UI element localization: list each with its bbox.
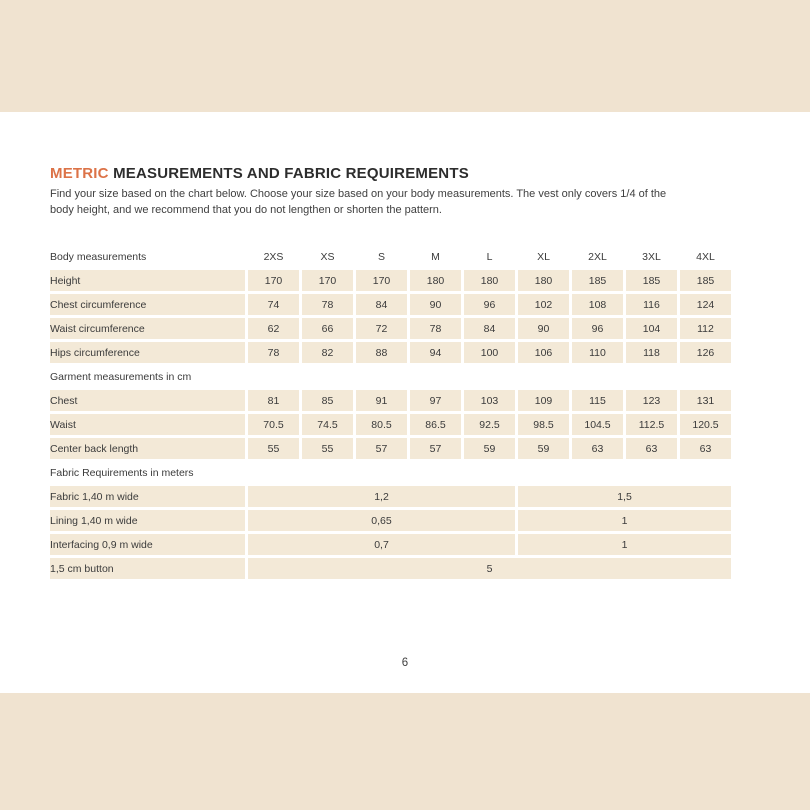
size-value-cell: 180	[410, 270, 461, 291]
row-label: Waist	[50, 414, 245, 435]
size-header-m: M	[431, 250, 440, 263]
size-value-cell: 81	[248, 390, 299, 411]
size-value-cell: 96	[572, 318, 623, 339]
size-header-xs: XS	[320, 250, 335, 263]
size-value-cell: 102	[518, 294, 569, 315]
size-value-cell: 104.5	[572, 414, 623, 435]
size-value-cell: 100	[464, 342, 515, 363]
row-label: Hips circumference	[50, 342, 245, 363]
table-row	[50, 510, 731, 531]
size-value-cell: 59	[518, 438, 569, 459]
table-row	[50, 342, 731, 363]
table-row	[50, 438, 731, 459]
size-value-cell: 97	[410, 390, 461, 411]
size-value-cell: 170	[248, 270, 299, 291]
row-label: Chest circumference	[50, 294, 245, 315]
page-title	[50, 165, 469, 182]
row-label: 1,5 cm button	[50, 558, 245, 579]
size-value-cell: 120.5	[680, 414, 731, 435]
size-value-cell: 57	[410, 438, 461, 459]
size-header-l: L	[486, 250, 493, 263]
table-row	[50, 486, 731, 507]
size-value-cell: 82	[302, 342, 353, 363]
size-value-cell: 62	[248, 318, 299, 339]
intro-line-1: Find your size based on the chart below. Choose your size based on your body measurements. The vest only covers 1/4 of the	[50, 188, 667, 200]
size-value-cell: 109	[518, 390, 569, 411]
size-value-cell: 131	[680, 390, 731, 411]
size-value-cell: 66	[302, 318, 353, 339]
size-value-cell: 74.5	[302, 414, 353, 435]
size-value-cell: 80.5	[356, 414, 407, 435]
page-title-highlight: METRIC	[50, 165, 109, 182]
size-value-cell: 85	[302, 390, 353, 411]
size-value-cell: 94	[410, 342, 461, 363]
size-value-cell: 78	[410, 318, 461, 339]
row-label: Fabric 1,40 m wide	[50, 486, 245, 507]
size-value-cell: 180	[464, 270, 515, 291]
size-value-cell: 180	[518, 270, 569, 291]
page-title-rest: MEASUREMENTS AND FABRIC REQUIREMENTS	[108, 165, 469, 182]
table-row	[50, 270, 731, 291]
size-value-cell: 63	[626, 438, 677, 459]
size-value-cell: 126	[680, 342, 731, 363]
bottom-banner	[0, 693, 810, 810]
size-value-cell: 185	[572, 270, 623, 291]
row-label: Chest	[50, 390, 245, 411]
size-value-cell: 104	[626, 318, 677, 339]
fabric-group1-cell: 0,65	[248, 510, 515, 531]
row-label: Center back length	[50, 438, 245, 459]
size-value-cell: 118	[626, 342, 677, 363]
size-value-cell: 88	[356, 342, 407, 363]
top-banner	[0, 0, 810, 112]
row-label: Height	[50, 270, 245, 291]
size-value-cell: 84	[356, 294, 407, 315]
row-label: Interfacing 0,9 m wide	[50, 534, 245, 555]
size-value-cell: 91	[356, 390, 407, 411]
button-count-cell: 5	[248, 558, 731, 579]
size-value-cell: 55	[248, 438, 299, 459]
size-value-cell: 124	[680, 294, 731, 315]
table-row	[50, 294, 731, 315]
size-header-2xs: 2XS	[263, 250, 284, 263]
size-value-cell: 84	[464, 318, 515, 339]
size-value-cell: 103	[464, 390, 515, 411]
header-label-cell: Body measurements	[50, 250, 147, 263]
size-value-cell: 72	[356, 318, 407, 339]
section-header-row	[50, 462, 731, 483]
size-value-cell: 90	[410, 294, 461, 315]
fabric-group1-cell: 0,7	[248, 534, 515, 555]
size-value-cell: 170	[302, 270, 353, 291]
size-value-cell: 108	[572, 294, 623, 315]
size-value-cell: 92.5	[464, 414, 515, 435]
table-row	[50, 534, 731, 555]
table-header-row	[50, 246, 731, 267]
size-value-cell: 70.5	[248, 414, 299, 435]
size-header-3xl: 3XL	[642, 250, 661, 263]
size-value-cell: 115	[572, 390, 623, 411]
fabric-group2-cell: 1	[518, 534, 731, 555]
size-value-cell: 106	[518, 342, 569, 363]
size-header-4xl: 4XL	[696, 250, 715, 263]
size-value-cell: 86.5	[410, 414, 461, 435]
size-value-cell: 57	[356, 438, 407, 459]
size-header-2xl: 2XL	[588, 250, 607, 263]
size-value-cell: 74	[248, 294, 299, 315]
fabric-group2-cell: 1	[518, 510, 731, 531]
size-header-s: S	[377, 250, 385, 263]
fabric-group1-cell: 1,2	[248, 486, 515, 507]
size-value-cell: 185	[626, 270, 677, 291]
section-header-row	[50, 366, 731, 387]
size-header-xl: XL	[537, 250, 550, 263]
size-chart-table	[47, 243, 734, 582]
row-label: Waist circumference	[50, 318, 245, 339]
size-value-cell: 63	[572, 438, 623, 459]
size-value-cell: 110	[572, 342, 623, 363]
garment-section-title: Garment measurements in cm	[50, 370, 192, 383]
page-number: 6	[401, 657, 409, 669]
table-row	[50, 414, 731, 435]
size-value-cell: 59	[464, 438, 515, 459]
fabric-section-title: Fabric Requirements in meters	[50, 466, 194, 479]
size-value-cell: 90	[518, 318, 569, 339]
row-label: Lining 1,40 m wide	[50, 510, 245, 531]
size-value-cell: 98.5	[518, 414, 569, 435]
size-value-cell: 116	[626, 294, 677, 315]
table-row	[50, 558, 731, 579]
size-value-cell: 78	[248, 342, 299, 363]
size-value-cell: 63	[680, 438, 731, 459]
size-value-cell: 112	[680, 318, 731, 339]
size-value-cell: 96	[464, 294, 515, 315]
table-row	[50, 390, 731, 411]
table-row	[50, 318, 731, 339]
size-value-cell: 185	[680, 270, 731, 291]
size-value-cell: 123	[626, 390, 677, 411]
size-value-cell: 78	[302, 294, 353, 315]
intro-text	[50, 187, 740, 218]
size-value-cell: 112.5	[626, 414, 677, 435]
intro-line-2: body height, and we recommend that you do not lengthen or shorten the pattern.	[50, 203, 442, 216]
fabric-group2-cell: 1,5	[518, 486, 731, 507]
size-value-cell: 55	[302, 438, 353, 459]
size-value-cell: 170	[356, 270, 407, 291]
